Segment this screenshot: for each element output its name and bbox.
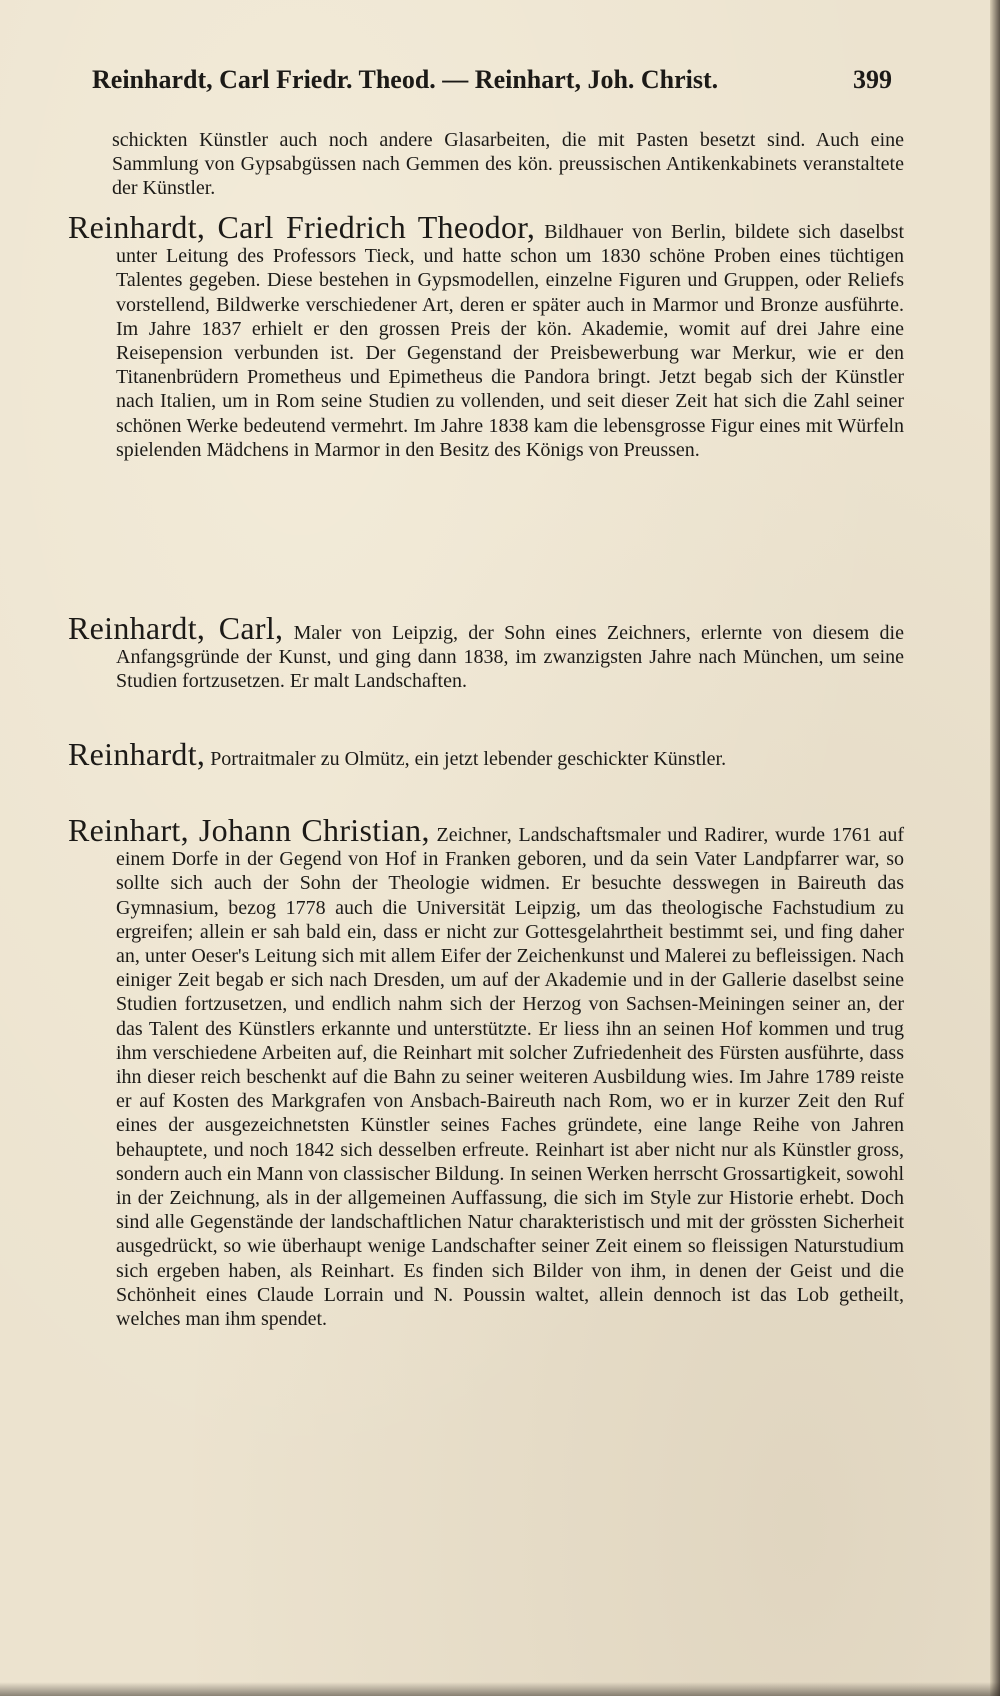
dictionary-entry-reinhardt-carl-friedrich-theodor [68,209,905,462]
entry-lemma: Reinhardt, [68,736,206,772]
dictionary-entry-reinhart-johann-christian [68,812,904,1331]
entry-lemma: Reinhardt, Carl, [68,610,284,646]
entry-text: Bildhauer von Berlin, bildete sich daselbst unter Leitung des Professors Tieck, und hatte schon um 1830 schöne Proben eines tüchtigen Talentes gegeben. Diese bestehen in Gypsmodellen, einzelne Figuren und Gruppen, oder Reliefs vorstellend, Bildwerke verschiedener Art, deren er später auch in Marmor und Bronze ausführte. Im Jahre 1837 erhielt er den grossen Preis der kön. Akademie, womit auf drei Jahre eine Reisepension verbunden ist. Der Gegenstand der Preisbewerbung war Merkur, wie er den Titanenbrüdern Prometheus und Epimetheus die Pandora bringt. Jetzt begab sich der Künstler nach Italien, um in Rom seine Studien zu vollenden, und seit dieser Zeit hat sich die Zahl seiner schönen Werke bedeutend vermehrt. Im Jahre 1838 kam die lebensgrosse Figur eines mit Würfeln spielenden Mädchens in Marmor in den Besitz des Königs von Preussen. [116,221,905,461]
entry-text: Maler von Leipzig, der Sohn eines Zeichners, erlernte von diesem die Anfangsgründe der Kunst, und ging dann 1838, im zwanzigsten Jahre nach München, um seine Studien fortzusetzen. Er malt Landschaften. [116,622,904,693]
running-header-title: Reinhardt, Carl Friedr. Theod. — Reinhart, Joh. Christ. [92,65,719,94]
dictionary-entry-reinhardt-olmuetz [68,736,904,772]
entry-lemma: Reinhart, Johann Christian, [68,812,430,848]
entry-text: Portraitmaler zu Olmütz, ein jetzt lebender geschickter Künstler. [210,748,727,770]
page-number: 399 [853,65,892,94]
page-edge-shadow [990,0,1000,1696]
page-bottom-shadow [0,1682,1000,1696]
entry-lemma: Reinhardt, Carl Friedrich Theodor, [68,209,536,245]
running-header [92,60,892,100]
dictionary-entry-reinhardt-carl [68,610,904,694]
entry-text: Zeichner, Landschaftsmaler und Radirer, wurde 1761 auf einem Dorfe in der Gegend von Hof in Franken geboren, und da sein Vater Landpfarrer war, so sollte sich auch der Sohn der Theologie widmen. Er besuchte desswegen in Baireuth das Gymnasium, bezog 1778 auch die Universität Leipzig, um das theologische Fachstudium zu ergreifen; allein er sah bald ein, dass er nicht zur Gottesgelahrtheit bestimmt sei, und fing daher an, unter Oeser's Leitung sich mit allem Eifer der Zeichenkunst und Malerei zu befleissigen. Nach einiger Zeit begab er sich nach Dresden, um auf der Akademie und in der Gallerie daselbst seine Studien fortzusetzen, und endlich nahm sich der Herzog von Sachsen-Meiningen seiner an, der das Talent des Künstlers erkannte und unterstützte. Er liess ihn an seinen Hof kommen und trug ihm verschiedene Arbeiten auf, die Reinhart mit solcher Zufriedenheit des Fürsten ausführte, dass ihn dieser reich beschenkt auf die Bahn zu seiner weiteren Ausbildung wies. Im Jahre 1789 reiste er auf Kosten des Markgrafen von Ansbach-Baireuth nach Rom, wo er in kurzer Zeit den Ruf eines der ausgezeichnetsten Künstler seines Faches gründete, eine lange Reihe von Jahren behauptete, und noch 1842 sich desselben erfreute. Reinhart ist aber nicht nur als Künstler gross, sondern auch ein Mann von classischer Bildung. In seinen Werken herrscht Grossartigkeit, sowohl in der Zeichnung, als in der allgemeinen Auffassung, die sich im Style zur Historie erhebt. Doch sind alle Gegenstände der landschaftlichen Natur charakteristisch und mit der grössten Sicherheit ausgedrückt, so wie überhaupt wenige Landschafter seiner Zeit einem so fleissigen Naturstudium sich ergeben haben, als Reinhart. Es finden sich Bilder von ihm, in denen der Geist und die Schönheit eines Claude Lorrain und N. Poussin waltet, allein dennoch ist das Lob getheilt, welches man ihm spendet. [116,824,904,1331]
continuation-paragraph: schickten Künstler auch noch andere Glasarbeiten, die mit Pasten besetzt sind. Auch eine Sammlung von Gypsabgüssen nach Gemmen des kön. preussischen Antikenkabinets veranstaltete der Künstler. [112,129,904,200]
